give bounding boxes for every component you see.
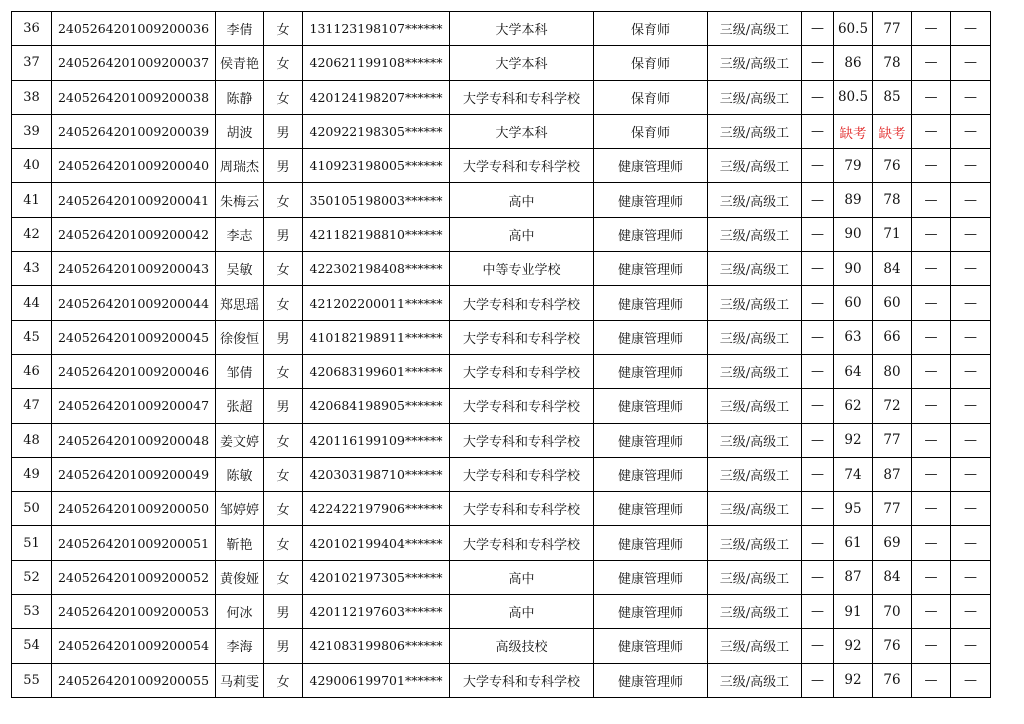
col-dash-2-cell: — <box>912 526 951 560</box>
name-cell: 徐俊恒 <box>216 320 264 354</box>
gender-cell: 女 <box>264 423 303 457</box>
col-dash-3-cell: — <box>951 217 991 251</box>
seq-cell: 50 <box>12 492 52 526</box>
occupation-cell: 健康管理师 <box>594 389 708 423</box>
education-cell: 高中 <box>450 560 594 594</box>
col-dash-1-cell: — <box>802 629 834 663</box>
score-2-cell: 76 <box>873 663 912 697</box>
table-row <box>12 114 991 148</box>
seq-cell: 44 <box>12 286 52 320</box>
name-cell: 陈静 <box>216 80 264 114</box>
seq-cell: 39 <box>12 114 52 148</box>
level-cell: 三级/高级工 <box>708 389 802 423</box>
col-dash-2-cell: — <box>912 80 951 114</box>
col-dash-2-cell: — <box>912 629 951 663</box>
col-dash-2-cell: — <box>912 46 951 80</box>
id-number-cell: 429006199701****** <box>303 663 450 697</box>
gender-cell: 男 <box>264 149 303 183</box>
table-row <box>12 286 991 320</box>
col-dash-3-cell: — <box>951 149 991 183</box>
score-2-cell: 77 <box>873 492 912 526</box>
id-number-cell: 410182198911****** <box>303 320 450 354</box>
education-cell: 高中 <box>450 183 594 217</box>
score-1-cell: 74 <box>834 457 873 491</box>
name-cell: 李海 <box>216 629 264 663</box>
col-dash-1-cell: — <box>802 595 834 629</box>
occupation-cell: 健康管理师 <box>594 423 708 457</box>
education-cell: 中等专业学校 <box>450 252 594 286</box>
col-dash-1-cell: — <box>802 80 834 114</box>
occupation-cell: 健康管理师 <box>594 595 708 629</box>
level-cell: 三级/高级工 <box>708 492 802 526</box>
score-2-cell: 87 <box>873 457 912 491</box>
col-dash-2-cell: — <box>912 354 951 388</box>
score-1-cell: 79 <box>834 149 873 183</box>
col-dash-1-cell: — <box>802 663 834 697</box>
col-dash-1-cell: — <box>802 423 834 457</box>
score-2-cell: 缺考 <box>873 114 912 148</box>
col-dash-1-cell: — <box>802 354 834 388</box>
score-2-cell: 84 <box>873 560 912 594</box>
gender-cell: 女 <box>264 526 303 560</box>
education-cell: 大学专科和专科学校 <box>450 492 594 526</box>
occupation-cell: 健康管理师 <box>594 663 708 697</box>
name-cell: 姜文婷 <box>216 423 264 457</box>
id-number-cell: 131123198107****** <box>303 12 450 46</box>
exam-id-cell: 2405264201009200048 <box>52 423 216 457</box>
col-dash-3-cell: — <box>951 526 991 560</box>
score-1-cell: 89 <box>834 183 873 217</box>
col-dash-2-cell: — <box>912 252 951 286</box>
name-cell: 何冰 <box>216 595 264 629</box>
level-cell: 三级/高级工 <box>708 526 802 560</box>
name-cell: 靳艳 <box>216 526 264 560</box>
education-cell: 大学专科和专科学校 <box>450 389 594 423</box>
table-row <box>12 560 991 594</box>
exam-id-cell: 2405264201009200054 <box>52 629 216 663</box>
score-2-cell: 76 <box>873 629 912 663</box>
seq-cell: 41 <box>12 183 52 217</box>
col-dash-3-cell: — <box>951 286 991 320</box>
table-row <box>12 595 991 629</box>
id-number-cell: 350105198003****** <box>303 183 450 217</box>
gender-cell: 男 <box>264 320 303 354</box>
level-cell: 三级/高级工 <box>708 252 802 286</box>
level-cell: 三级/高级工 <box>708 46 802 80</box>
occupation-cell: 健康管理师 <box>594 354 708 388</box>
col-dash-1-cell: — <box>802 389 834 423</box>
col-dash-1-cell: — <box>802 252 834 286</box>
exam-id-cell: 2405264201009200051 <box>52 526 216 560</box>
col-dash-3-cell: — <box>951 46 991 80</box>
level-cell: 三级/高级工 <box>708 560 802 594</box>
level-cell: 三级/高级工 <box>708 595 802 629</box>
gender-cell: 女 <box>264 252 303 286</box>
gender-cell: 男 <box>264 114 303 148</box>
name-cell: 陈敏 <box>216 457 264 491</box>
table-row <box>12 12 991 46</box>
score-1-cell: 60.5 <box>834 12 873 46</box>
col-dash-3-cell: — <box>951 114 991 148</box>
col-dash-1-cell: — <box>802 183 834 217</box>
score-1-cell: 91 <box>834 595 873 629</box>
name-cell: 邹倩 <box>216 354 264 388</box>
occupation-cell: 保育师 <box>594 46 708 80</box>
level-cell: 三级/高级工 <box>708 12 802 46</box>
col-dash-1-cell: — <box>802 286 834 320</box>
score-1-cell: 86 <box>834 46 873 80</box>
education-cell: 高级技校 <box>450 629 594 663</box>
col-dash-2-cell: — <box>912 12 951 46</box>
level-cell: 三级/高级工 <box>708 286 802 320</box>
gender-cell: 男 <box>264 595 303 629</box>
seq-cell: 38 <box>12 80 52 114</box>
education-cell: 大学专科和专科学校 <box>450 354 594 388</box>
name-cell: 李志 <box>216 217 264 251</box>
table-row <box>12 629 991 663</box>
level-cell: 三级/高级工 <box>708 320 802 354</box>
score-1-cell: 60 <box>834 286 873 320</box>
table-row <box>12 389 991 423</box>
col-dash-1-cell: — <box>802 320 834 354</box>
col-dash-1-cell: — <box>802 457 834 491</box>
table-row <box>12 320 991 354</box>
id-number-cell: 420116199109****** <box>303 423 450 457</box>
score-2-cell: 78 <box>873 183 912 217</box>
occupation-cell: 健康管理师 <box>594 183 708 217</box>
col-dash-3-cell: — <box>951 354 991 388</box>
level-cell: 三级/高级工 <box>708 114 802 148</box>
exam-id-cell: 2405264201009200039 <box>52 114 216 148</box>
col-dash-2-cell: — <box>912 217 951 251</box>
level-cell: 三级/高级工 <box>708 80 802 114</box>
exam-results-table <box>11 11 991 698</box>
education-cell: 大学专科和专科学校 <box>450 149 594 183</box>
table-row <box>12 183 991 217</box>
score-1-cell: 87 <box>834 560 873 594</box>
name-cell: 侯青艳 <box>216 46 264 80</box>
id-number-cell: 422302198408****** <box>303 252 450 286</box>
occupation-cell: 保育师 <box>594 12 708 46</box>
gender-cell: 女 <box>264 560 303 594</box>
table-row <box>12 423 991 457</box>
seq-cell: 49 <box>12 457 52 491</box>
exam-id-cell: 2405264201009200047 <box>52 389 216 423</box>
education-cell: 大学专科和专科学校 <box>450 320 594 354</box>
id-number-cell: 420124198207****** <box>303 80 450 114</box>
seq-cell: 53 <box>12 595 52 629</box>
name-cell: 周瑞杰 <box>216 149 264 183</box>
seq-cell: 36 <box>12 12 52 46</box>
gender-cell: 女 <box>264 46 303 80</box>
col-dash-1-cell: — <box>802 46 834 80</box>
table-row <box>12 457 991 491</box>
gender-cell: 女 <box>264 80 303 114</box>
score-1-cell: 61 <box>834 526 873 560</box>
score-2-cell: 60 <box>873 286 912 320</box>
col-dash-2-cell: — <box>912 389 951 423</box>
seq-cell: 42 <box>12 217 52 251</box>
occupation-cell: 健康管理师 <box>594 526 708 560</box>
id-number-cell: 410923198005****** <box>303 149 450 183</box>
name-cell: 邹婷婷 <box>216 492 264 526</box>
col-dash-1-cell: — <box>802 492 834 526</box>
level-cell: 三级/高级工 <box>708 629 802 663</box>
education-cell: 大学本科 <box>450 46 594 80</box>
gender-cell: 女 <box>264 663 303 697</box>
seq-cell: 37 <box>12 46 52 80</box>
score-2-cell: 77 <box>873 12 912 46</box>
table-row <box>12 149 991 183</box>
col-dash-2-cell: — <box>912 595 951 629</box>
level-cell: 三级/高级工 <box>708 217 802 251</box>
education-cell: 大学专科和专科学校 <box>450 423 594 457</box>
occupation-cell: 健康管理师 <box>594 252 708 286</box>
exam-id-cell: 2405264201009200053 <box>52 595 216 629</box>
score-1-cell: 90 <box>834 252 873 286</box>
exam-id-cell: 2405264201009200036 <box>52 12 216 46</box>
id-number-cell: 420684198905****** <box>303 389 450 423</box>
level-cell: 三级/高级工 <box>708 183 802 217</box>
exam-id-cell: 2405264201009200044 <box>52 286 216 320</box>
education-cell: 大学专科和专科学校 <box>450 663 594 697</box>
exam-id-cell: 2405264201009200045 <box>52 320 216 354</box>
col-dash-3-cell: — <box>951 423 991 457</box>
col-dash-1-cell: — <box>802 114 834 148</box>
col-dash-2-cell: — <box>912 286 951 320</box>
col-dash-1-cell: — <box>802 526 834 560</box>
table-row <box>12 80 991 114</box>
education-cell: 高中 <box>450 595 594 629</box>
table-row <box>12 46 991 80</box>
exam-id-cell: 2405264201009200046 <box>52 354 216 388</box>
id-number-cell: 421083199806****** <box>303 629 450 663</box>
col-dash-3-cell: — <box>951 492 991 526</box>
name-cell: 黄俊娅 <box>216 560 264 594</box>
table-row <box>12 354 991 388</box>
table-body <box>12 12 991 698</box>
seq-cell: 43 <box>12 252 52 286</box>
exam-id-cell: 2405264201009200043 <box>52 252 216 286</box>
name-cell: 马莉雯 <box>216 663 264 697</box>
occupation-cell: 健康管理师 <box>594 629 708 663</box>
name-cell: 胡波 <box>216 114 264 148</box>
gender-cell: 女 <box>264 492 303 526</box>
exam-id-cell: 2405264201009200041 <box>52 183 216 217</box>
score-1-cell: 92 <box>834 423 873 457</box>
name-cell: 郑思瑶 <box>216 286 264 320</box>
occupation-cell: 健康管理师 <box>594 286 708 320</box>
score-1-cell: 80.5 <box>834 80 873 114</box>
col-dash-1-cell: — <box>802 560 834 594</box>
score-2-cell: 72 <box>873 389 912 423</box>
level-cell: 三级/高级工 <box>708 457 802 491</box>
exam-id-cell: 2405264201009200052 <box>52 560 216 594</box>
seq-cell: 46 <box>12 354 52 388</box>
seq-cell: 40 <box>12 149 52 183</box>
gender-cell: 女 <box>264 457 303 491</box>
col-dash-3-cell: — <box>951 389 991 423</box>
col-dash-3-cell: — <box>951 595 991 629</box>
id-number-cell: 421182198810****** <box>303 217 450 251</box>
exam-id-cell: 2405264201009200042 <box>52 217 216 251</box>
name-cell: 吴敏 <box>216 252 264 286</box>
col-dash-3-cell: — <box>951 629 991 663</box>
exam-id-cell: 2405264201009200040 <box>52 149 216 183</box>
score-2-cell: 85 <box>873 80 912 114</box>
occupation-cell: 保育师 <box>594 80 708 114</box>
score-1-cell: 92 <box>834 629 873 663</box>
score-2-cell: 66 <box>873 320 912 354</box>
exam-id-cell: 2405264201009200037 <box>52 46 216 80</box>
id-number-cell: 420303198710****** <box>303 457 450 491</box>
table-row <box>12 492 991 526</box>
score-1-cell: 90 <box>834 217 873 251</box>
seq-cell: 51 <box>12 526 52 560</box>
col-dash-2-cell: — <box>912 423 951 457</box>
exam-id-cell: 2405264201009200055 <box>52 663 216 697</box>
col-dash-3-cell: — <box>951 560 991 594</box>
score-2-cell: 80 <box>873 354 912 388</box>
level-cell: 三级/高级工 <box>708 354 802 388</box>
score-2-cell: 69 <box>873 526 912 560</box>
name-cell: 朱梅云 <box>216 183 264 217</box>
score-2-cell: 71 <box>873 217 912 251</box>
col-dash-2-cell: — <box>912 114 951 148</box>
id-number-cell: 422422197906****** <box>303 492 450 526</box>
seq-cell: 45 <box>12 320 52 354</box>
score-2-cell: 84 <box>873 252 912 286</box>
seq-cell: 52 <box>12 560 52 594</box>
score-2-cell: 78 <box>873 46 912 80</box>
col-dash-3-cell: — <box>951 183 991 217</box>
id-number-cell: 420683199601****** <box>303 354 450 388</box>
score-2-cell: 76 <box>873 149 912 183</box>
table-row <box>12 217 991 251</box>
level-cell: 三级/高级工 <box>708 663 802 697</box>
score-2-cell: 77 <box>873 423 912 457</box>
col-dash-3-cell: — <box>951 12 991 46</box>
exam-id-cell: 2405264201009200050 <box>52 492 216 526</box>
col-dash-3-cell: — <box>951 252 991 286</box>
gender-cell: 女 <box>264 354 303 388</box>
gender-cell: 女 <box>264 183 303 217</box>
col-dash-2-cell: — <box>912 149 951 183</box>
education-cell: 大学专科和专科学校 <box>450 286 594 320</box>
exam-id-cell: 2405264201009200038 <box>52 80 216 114</box>
id-number-cell: 420922198305****** <box>303 114 450 148</box>
education-cell: 大学专科和专科学校 <box>450 80 594 114</box>
col-dash-1-cell: — <box>802 217 834 251</box>
col-dash-2-cell: — <box>912 457 951 491</box>
id-number-cell: 420102199404****** <box>303 526 450 560</box>
col-dash-3-cell: — <box>951 663 991 697</box>
col-dash-2-cell: — <box>912 320 951 354</box>
col-dash-2-cell: — <box>912 183 951 217</box>
col-dash-3-cell: — <box>951 320 991 354</box>
level-cell: 三级/高级工 <box>708 423 802 457</box>
occupation-cell: 健康管理师 <box>594 149 708 183</box>
level-cell: 三级/高级工 <box>708 149 802 183</box>
score-1-cell: 64 <box>834 354 873 388</box>
education-cell: 大学专科和专科学校 <box>450 457 594 491</box>
id-number-cell: 420102197305****** <box>303 560 450 594</box>
gender-cell: 男 <box>264 629 303 663</box>
seq-cell: 54 <box>12 629 52 663</box>
gender-cell: 女 <box>264 286 303 320</box>
col-dash-2-cell: — <box>912 663 951 697</box>
col-dash-1-cell: — <box>802 149 834 183</box>
col-dash-1-cell: — <box>802 12 834 46</box>
seq-cell: 55 <box>12 663 52 697</box>
col-dash-2-cell: — <box>912 492 951 526</box>
col-dash-3-cell: — <box>951 80 991 114</box>
col-dash-3-cell: — <box>951 457 991 491</box>
education-cell: 大学本科 <box>450 12 594 46</box>
occupation-cell: 保育师 <box>594 114 708 148</box>
occupation-cell: 健康管理师 <box>594 217 708 251</box>
score-1-cell: 62 <box>834 389 873 423</box>
exam-id-cell: 2405264201009200049 <box>52 457 216 491</box>
occupation-cell: 健康管理师 <box>594 492 708 526</box>
occupation-cell: 健康管理师 <box>594 320 708 354</box>
occupation-cell: 健康管理师 <box>594 560 708 594</box>
col-dash-2-cell: — <box>912 560 951 594</box>
score-2-cell: 70 <box>873 595 912 629</box>
education-cell: 大学专科和专科学校 <box>450 526 594 560</box>
occupation-cell: 健康管理师 <box>594 457 708 491</box>
name-cell: 李倩 <box>216 12 264 46</box>
education-cell: 高中 <box>450 217 594 251</box>
id-number-cell: 420112197603****** <box>303 595 450 629</box>
gender-cell: 男 <box>264 389 303 423</box>
table-row <box>12 663 991 697</box>
gender-cell: 男 <box>264 217 303 251</box>
table-row <box>12 526 991 560</box>
education-cell: 大学本科 <box>450 114 594 148</box>
score-1-cell: 缺考 <box>834 114 873 148</box>
name-cell: 张超 <box>216 389 264 423</box>
id-number-cell: 420621199108****** <box>303 46 450 80</box>
score-1-cell: 95 <box>834 492 873 526</box>
seq-cell: 48 <box>12 423 52 457</box>
score-1-cell: 92 <box>834 663 873 697</box>
gender-cell: 女 <box>264 12 303 46</box>
id-number-cell: 421202200011****** <box>303 286 450 320</box>
table-row <box>12 252 991 286</box>
score-1-cell: 63 <box>834 320 873 354</box>
seq-cell: 47 <box>12 389 52 423</box>
